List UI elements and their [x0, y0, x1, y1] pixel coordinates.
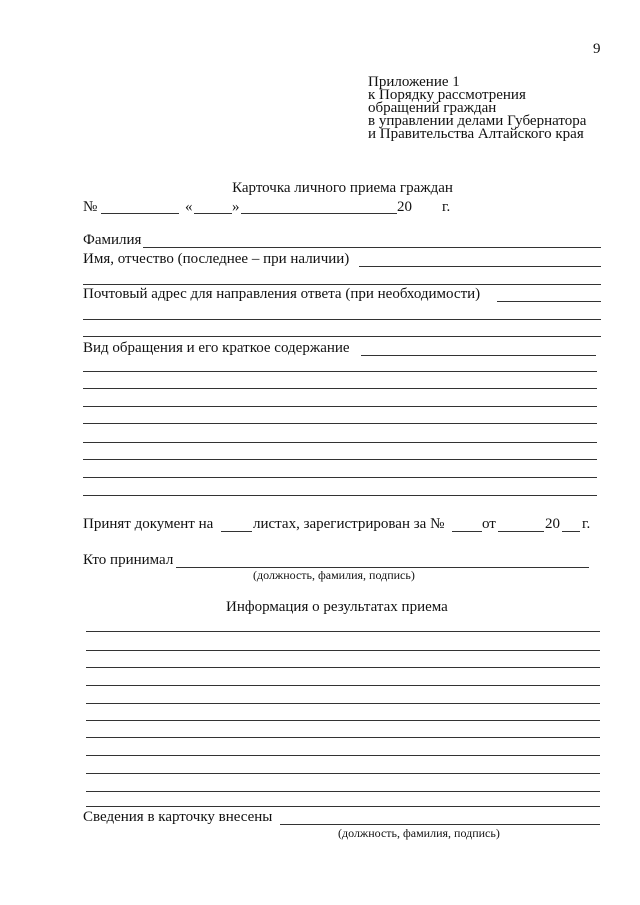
results-line[interactable]: [86, 631, 600, 632]
postal-address-field-line2[interactable]: [83, 319, 601, 320]
results-line[interactable]: [86, 737, 600, 738]
appeal-content-line[interactable]: [83, 388, 597, 389]
entered-by-label: Сведения в карточку внесены: [83, 809, 273, 825]
appeal-content-line[interactable]: [83, 423, 597, 424]
results-line[interactable]: [86, 773, 600, 774]
appeal-type-field[interactable]: [361, 355, 596, 356]
appeal-content-line[interactable]: [83, 459, 597, 460]
quote-open: «: [185, 199, 193, 215]
appeal-content-line[interactable]: [83, 442, 597, 443]
accepted-text-2: листах, зарегистрирован за №: [253, 516, 445, 532]
appendix-line: и Правительства Алтайского края: [368, 126, 584, 142]
results-line[interactable]: [86, 720, 600, 721]
appendix-line: в управлении делами Губернатора: [368, 113, 587, 129]
number-blank[interactable]: [101, 213, 179, 214]
appendix-line: к Порядку рассмотрения: [368, 87, 526, 103]
entered-by-field[interactable]: [280, 824, 600, 825]
day-blank[interactable]: [194, 213, 232, 214]
accepted-text-5: г.: [582, 516, 591, 532]
accepted-text-4: 20: [545, 516, 560, 532]
registration-date-field[interactable]: [498, 531, 544, 532]
name-patronymic-field-line2[interactable]: [83, 284, 601, 285]
results-line[interactable]: [86, 791, 600, 792]
month-blank[interactable]: [241, 213, 397, 214]
number-sign: №: [83, 199, 98, 215]
card-title: Карточка личного приема граждан: [232, 180, 453, 196]
name-patronymic-label: Имя, отчество (последнее – при наличии): [83, 251, 350, 267]
registration-year-field[interactable]: [562, 531, 580, 532]
entered-by-caption: (должность, фамилия, подпись): [338, 826, 500, 840]
surname-label: Фамилия: [83, 232, 142, 248]
results-line[interactable]: [86, 755, 600, 756]
results-line[interactable]: [86, 806, 600, 807]
postal-address-label: Почтовый адрес для направления ответа (при необходимости): [83, 286, 481, 302]
results-line[interactable]: [86, 685, 600, 686]
appendix-block: [368, 76, 586, 141]
results-line[interactable]: [86, 667, 600, 668]
postal-address-field-line3[interactable]: [83, 336, 601, 337]
accepted-text-1: Принят документ на: [83, 516, 214, 532]
name-patronymic-field[interactable]: [359, 266, 601, 267]
received-by-label: Кто принимал: [83, 552, 174, 568]
received-by-caption: (должность, фамилия, подпись): [253, 568, 415, 582]
quote-close: »: [232, 199, 240, 215]
sheets-count-field[interactable]: [221, 531, 252, 532]
surname-field[interactable]: [143, 247, 601, 248]
postal-address-field[interactable]: [497, 301, 601, 302]
registration-number-field[interactable]: [452, 531, 482, 532]
appeal-type-label: Вид обращения и его краткое содержание: [83, 340, 350, 356]
appendix-line: обращений граждан: [368, 100, 497, 116]
appeal-content-line[interactable]: [83, 371, 597, 372]
appeal-content-line[interactable]: [83, 495, 597, 496]
results-title: Информация о результатах приема: [226, 599, 448, 615]
year-prefix: 20: [397, 199, 412, 215]
accepted-text-3: от: [482, 516, 496, 532]
appeal-content-line[interactable]: [83, 406, 597, 407]
page-number: 9: [593, 41, 601, 57]
results-line[interactable]: [86, 703, 600, 704]
appendix-line: Приложение 1: [368, 74, 460, 90]
results-line[interactable]: [86, 650, 600, 651]
year-suffix: г.: [442, 199, 451, 215]
appeal-content-line[interactable]: [83, 477, 597, 478]
